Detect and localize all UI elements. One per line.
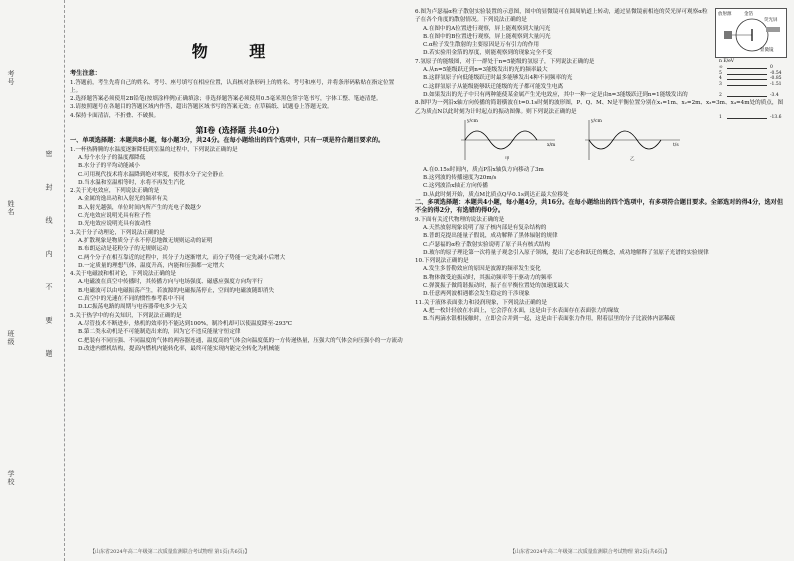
level-e-4: -0.85	[770, 75, 782, 81]
q4-option-d: D.LC振荡电路的周期与电容器带电多少无关	[78, 304, 188, 311]
notice-1: 1.答题前，考生先将自己的姓名、考号、座号填写在相应位置，认真核对条形码上的姓名、考号和座号，并将条形码粘贴在指定位置上。	[70, 79, 395, 94]
q11-option-a: A.把一枚针轻放在水面上，它会浮在水面，这是由于水表面存在表面张力的缘故	[423, 307, 620, 314]
q6-option-a: A.在图中的A位置进行观察，屏上能观察到大量闪光	[423, 25, 551, 32]
energy-level-diagram	[717, 58, 787, 122]
fig-jia-label: 甲	[505, 156, 510, 162]
part-one-instructions: 一、单项选择题：本题共8小题，每小题3分，共24分。在每小题给出的四个选项中，只有一项是符合题目要求的。	[70, 137, 385, 145]
level-n-2: 2	[719, 92, 722, 98]
part-two-instructions: 二、多项选择题：本题共4小题，每小题4分，共16分。在每小题给出的四个选项中，有多项符合题目要求。全部选对的得4分，选对但不全的得2分，有选错的得0分。	[415, 199, 784, 215]
q10-option-c: C.弹簧振子做简谐振动时，振子在平衡位置处的加速度最大	[423, 283, 569, 290]
left-footer: 【山东省2024年高二年级第二次质量监测联合考试物理 第1页(共6页)】	[90, 549, 250, 555]
q8-option-b: B.这列波的传播速度为20m/s	[423, 175, 497, 182]
q5-option-d: D.改进内燃机结构，提高内燃机内能转化率，最终可能实现内能完全转化为机械能	[78, 345, 280, 352]
level-line-5	[727, 74, 767, 75]
question-1: 1.一杯热腾腾的水温度逐渐降低到室温的过程中，下列说法正确的是	[70, 146, 238, 153]
q1-option-c: C.可用现代技术将水温降到绝对零度，使得水分子完全静止	[78, 171, 224, 178]
q4-option-b: B.电磁波可以由电磁振荡产生，若波源的电磁振荡停止，空间的电磁波随即消失	[78, 287, 275, 294]
q10-option-d: D.任意两列波相遇都会发生稳定的干涉现象	[423, 291, 530, 298]
fig-yi-t-label: t/s	[673, 142, 679, 148]
section-title: 第Ⅰ卷 (选择题 共40分)	[195, 125, 280, 136]
right-footer: 【山东省2024年高二年级第二次质量监测联合考试物理 第2页(共6页)】	[510, 549, 670, 555]
level-e-1: -13.6	[770, 114, 782, 120]
left-page	[70, 8, 405, 353]
q6-option-b: B.在图中的B位置进行观察，屏上能观察到大量闪光	[423, 33, 551, 40]
q10-option-a: A.发生多普勒效应的原因是波源的频率发生变化	[423, 266, 541, 273]
level-e-inf: 0	[770, 64, 773, 70]
exam-number-label: 考号	[7, 70, 15, 86]
q1-option-b: B.水分子的平均动能减小	[78, 163, 140, 170]
q2-option-a: A.金属的逸出功和入射光的频率有关	[78, 196, 168, 203]
wave-graphs	[455, 118, 685, 164]
q3-option-d: D.一定质量的理想气体，温度升高，内能和压强都一定增大	[78, 262, 224, 269]
name-label: 姓名	[7, 200, 15, 216]
notice-title: 考生注意：	[70, 70, 101, 78]
q9-option-c: C.卢瑟福的α粒子散射实验说明了原子具有核式结构	[423, 241, 551, 248]
question-11: 11.关于液体表面张力和浸润现象，下列说法正确的是	[415, 299, 547, 306]
question-3: 3.关于分子动理论，下列说法正确的是	[70, 229, 165, 236]
q8-option-d: D.从此时刻开始，质点M比质点Q早0.1s到达正最大位移处	[423, 191, 569, 198]
binding-margin	[0, 0, 65, 561]
q9-option-d: D.玻尔的原子理论第一次将量子观念引入原子领域，提出了定态和跃迁的概念，成功地解释了氢原子光谱的实验规律	[423, 249, 709, 256]
q1-option-d: D.当水温和室温相等时，水将不再发生汽化	[78, 179, 185, 186]
screen-label: 荧光屏	[764, 18, 778, 23]
wave-figures	[455, 118, 787, 164]
q7-option-b: B.这群氢原子向低能级跃迁时最多能够发出4种不同频率的光	[423, 75, 573, 82]
level-line-2	[727, 96, 767, 97]
fig-yi-y-label: y/cm	[591, 118, 602, 124]
question-8: 8.图甲为一列沿x轴方向传播的简谐横波在t=0.1s时刻的波形图，P、Q、M、N是平衡位置分别在x₁=1m、x₂=2m、x₃=3m、x₄=4m处的质点，图乙为质点N以此时刻为计时起点的振动图像。则下列说法正确的是	[415, 100, 784, 115]
q7-option-c: C.这群氢原子从能级能够跃迁能级的光子都可能发生电离	[423, 83, 564, 90]
q2-option-d: D.光电效应说明光具有波动性	[78, 221, 152, 228]
question-9: 9.下面有关近代物理的说法正确的是	[415, 216, 505, 223]
notice-2: 2.选择题答案必须使用2B铅笔(按填涂样例)正确填涂；非选择题答案必须使用0.5毫米黑色签字笔书写，字体工整、笔迹清楚。	[70, 96, 382, 103]
level-header: n E/eV	[719, 58, 735, 64]
microscope-label: 显微镜	[760, 48, 774, 53]
seal-line-text: 密 封 线 内 不 要 题	[45, 150, 53, 369]
level-n-3: 3	[719, 81, 722, 87]
q3-option-c: C.两个分子在相互靠近的过程中，其分子力逐渐增大，而分子势能一定先减小后增大	[78, 254, 286, 261]
level-e-3: -1.51	[770, 81, 782, 87]
level-line-inf	[727, 68, 767, 69]
fig-yi-label: 乙	[630, 156, 635, 162]
q6-block	[415, 8, 787, 58]
class-label: 班级	[7, 330, 15, 346]
notice-4: 4.保持卡面清洁，不折叠、不破损。	[70, 112, 160, 119]
q7-option-a: A.从n=5能级跃迁到n=3能级发出的光的频率最大	[423, 67, 548, 74]
level-n-inf: ∞	[719, 64, 723, 70]
question-10: 10.下列说法正确的是	[415, 258, 469, 265]
foil-label: 金箔	[744, 12, 753, 17]
q2-option-b: B.入射光越强，单位时间内所产生的光电子数越少	[78, 204, 202, 211]
question-5: 5.关于热学中的有关知识，下列说法正确的是	[70, 312, 182, 319]
page-title: 物 理	[191, 42, 284, 61]
source-label: 放射源	[718, 12, 732, 17]
q5-option-a: A.尽管技术不断进步，热机的效率仍不能达到100%，制冷机却可以使温度降至-293℃	[78, 320, 293, 327]
question-4: 4.关于电磁波和相对论，下列说法正确的是	[70, 271, 177, 278]
q4-option-a: A.电磁波在真空中传播时，其传播方向与电场强度、磁感应强度方向均平行	[78, 279, 263, 286]
q9-option-b: B.普朗克提出能量子假说，成功解释了黑体辐射的规律	[423, 233, 558, 240]
scattering-apparatus-figure	[715, 8, 787, 58]
level-e-5: -0.54	[770, 70, 782, 76]
q5-option-b: B.第二类永动机是不可能制造出来的，因为它不违反能量守恒定律	[78, 329, 241, 336]
fig-jia-x-label: x/m	[547, 142, 556, 148]
q11-option-b: B.当两滴水银相接触时，立即会合并到一起，这是由于表面张力作用，附着层里的分子比液体内部稀疏	[423, 316, 676, 323]
q3-option-b: B.布朗运动是花粉分子的无规则运动	[78, 246, 168, 253]
level-line-4	[727, 79, 767, 80]
q6-option-c: C.α粒子发生散射的主要原因是万有引力的作用	[423, 42, 539, 49]
level-line-3	[727, 85, 767, 86]
level-e-2: -3.4	[770, 92, 779, 98]
question-7: 7.氢原子的能级图，对于一群处于n=5能级的氢原子，下列说法正确的是	[415, 58, 595, 65]
q7-option-d: D.如果发出的光子中只有两种能使某金属产生光电效应，其中一种一定是由n=3能级跃迁到n=1能级发出的	[423, 91, 688, 98]
q9-option-a: A.天然放射现象说明了原子核内部是有复杂结构的	[423, 224, 547, 231]
right-page	[415, 8, 787, 324]
q3-option-a: A.扩散现象是物质分子永不停息地做无规则运动的证明	[78, 237, 213, 244]
q6-option-d: D.若实验用金箔的厚度，则能观察到的现象完全不变	[423, 50, 553, 57]
q5-option-c: C.把装有不同压强、不同温度的气体的两容器连通，温度高的气体会向温度低的一方传递热量，压强大的气体会向压强小的一方流动	[78, 337, 403, 344]
level-n-5: 5	[719, 70, 722, 76]
question-2: 2.关于光电效应，下列说法正确的是	[70, 188, 160, 195]
q8-option-a: A.在0.15s时间内，质点P沿x轴负方向移动了3m	[423, 166, 544, 173]
level-n-1: 1	[719, 114, 722, 120]
q4-option-c: C.真空中的光速在不同的惯性参考系中不同	[78, 296, 185, 303]
q8-option-c: C.这列波沿x轴正方向传播	[423, 183, 488, 190]
q10-option-b: B.物体做受迫振动时，其振动频率等于驱动力的频率	[423, 274, 552, 281]
notice-3: 3.请按照题号在各题目的答题区域内作答，超出答题区域书写的答案无效；在草稿纸、试题卷上答题无效。	[70, 104, 333, 111]
q2-option-c: C.光电效应说明光具有粒子性	[78, 213, 151, 220]
question-6: 6.图为卢瑟福α粒子散射实验装置的示意图，图中的显微镜可在圆周轨道上转动，通过显微镜前相连的荧光屏可观察α粒子在各个角度的散射情况。下列说法正确的是	[415, 9, 708, 24]
school-label: 学校	[7, 470, 15, 486]
q1-option-a: A.每个水分子的温度都降低	[78, 154, 146, 161]
fig-jia-y-label: y/cm	[467, 118, 478, 124]
level-n-4: 4	[719, 75, 722, 81]
